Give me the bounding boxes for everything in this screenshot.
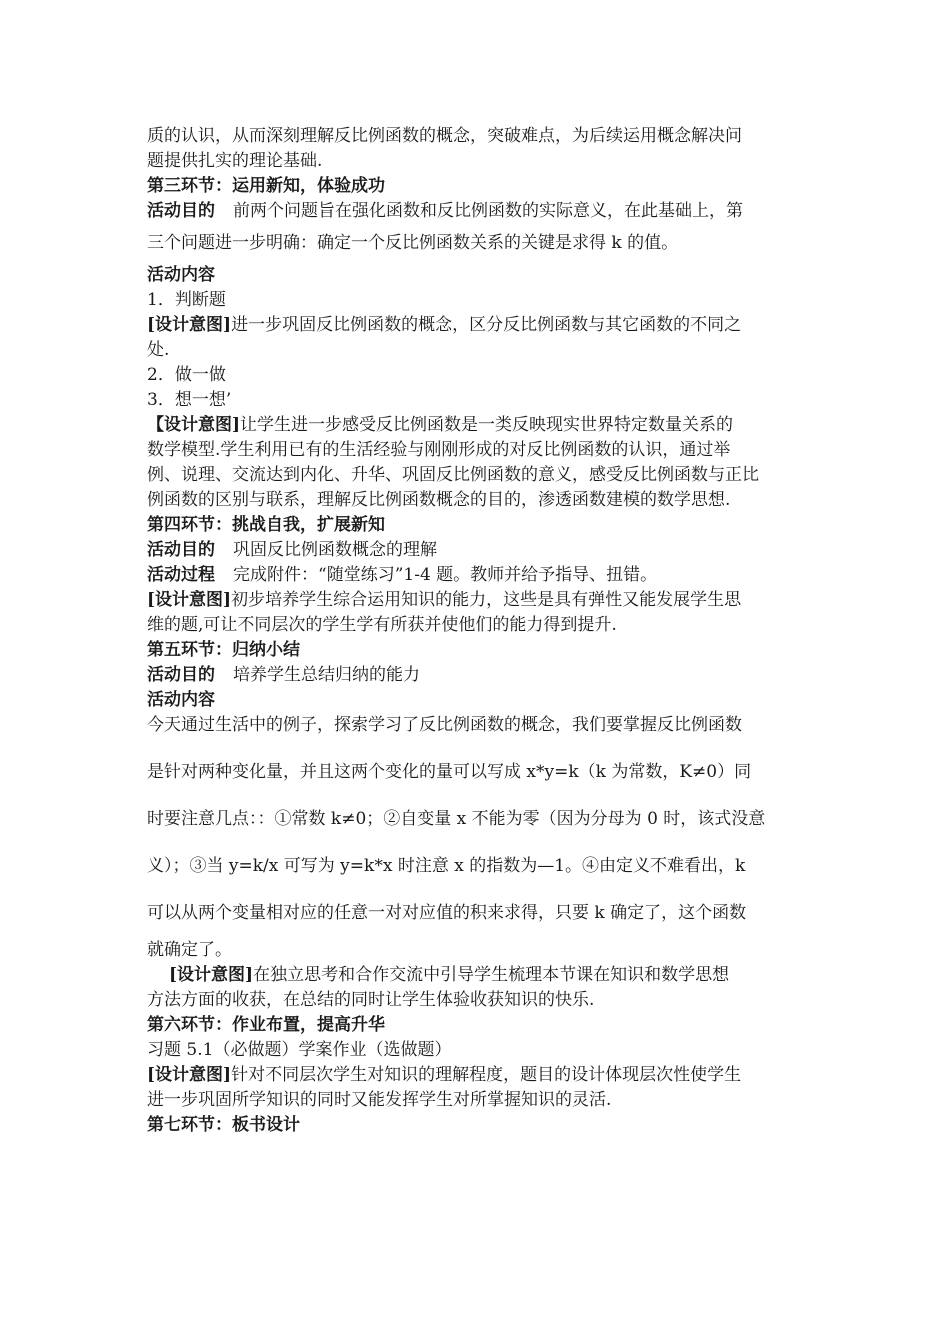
- text: 培养学生总结归纳的能力: [233, 665, 420, 685]
- text: 进一步巩固反比例函数的概念，区分反比例函数与其它函数的不同之: [231, 315, 742, 335]
- text-line: 维的题,可让不同层次的学生学有所获并使他们的能力得到提升.: [147, 615, 617, 635]
- text-line: 数学模型.学生利用已有的生活经验与刚刚形成的对反比例函数的认识，通过举: [147, 440, 731, 460]
- text: 前两个问题旨在强化函数和反比例函数的实际意义，在此基础上，第: [233, 201, 743, 221]
- text-line: 例函数的区别与联系，理解反比例函数概念的目的，渗透函数建模的数学思想.: [147, 490, 731, 510]
- document-page: [147, 124, 809, 1138]
- section-heading-7: 第七环节：板书设计: [147, 1115, 300, 1135]
- list-item: 3．想一想’: [147, 390, 232, 410]
- design-intent-1: [147, 313, 809, 338]
- list-item: 1．判断题: [147, 290, 226, 310]
- section-heading-5: 第五环节：归纳小结: [147, 640, 300, 660]
- text-line: 进一步巩固所学知识的同时又能发挥学生对所掌握知识的灵活.: [147, 1090, 612, 1110]
- text-line: 题提供扎实的理论基础.: [147, 151, 323, 171]
- activity-content-label-5: 活动内容: [147, 690, 215, 710]
- text: 针对不同层次学生对知识的理解程度，题目的设计体现层次性使学生: [231, 1065, 742, 1085]
- summary-line: 可以从两个变量相对应的任意一对对应值的积来求得，只要 k 确定了，这个函数: [147, 903, 747, 923]
- text-line: 处.: [147, 340, 170, 360]
- summary-line: 时要注意几点：：①常数 k≠0；②自变量 x 不能为零（因为分母为 0 时，该式没意: [147, 809, 766, 829]
- design-tag: [设计意图]: [147, 315, 232, 335]
- summary-line: 义）；③当 y=k/x 可写为 y=k*x 时注意 x 的指数为—1。④由定义不难看出，k: [147, 856, 746, 876]
- design-intent-3: [147, 588, 809, 613]
- text: 巩固反比例函数概念的理解: [233, 540, 437, 560]
- activity-process-4: [147, 563, 809, 588]
- summary-line: 是针对两种变化量，并且这两个变化的量可以写成 x*y=k（k 为常数，K≠0）同: [147, 762, 752, 782]
- design-tag: 【设计意图]: [147, 415, 241, 435]
- activity-goal-4: [147, 538, 809, 563]
- text-line: 例、说理、交流达到内化、升华、巩固反比例函数的意义，感受反比例函数与正比: [147, 465, 759, 485]
- design-tag: [设计意图]: [169, 965, 254, 985]
- section-heading-6: 第六环节：作业布置，提高升华: [147, 1015, 385, 1035]
- label: 活动目的: [147, 665, 215, 685]
- design-intent-4: [147, 963, 809, 988]
- activity-goal-3: [147, 199, 809, 224]
- text: 初步培养学生综合运用知识的能力，这些是具有弹性又能发展学生思: [231, 590, 742, 610]
- design-tag: [设计意图]: [147, 590, 232, 610]
- design-tag: [设计意图]: [147, 1065, 232, 1085]
- design-intent-2: [147, 413, 809, 438]
- label: 活动过程: [147, 565, 215, 585]
- list-item: 2．做一做: [147, 365, 226, 385]
- label: 活动目的: [147, 540, 215, 560]
- design-intent-5: [147, 1063, 809, 1088]
- summary-line: 今天通过生活中的例子，探索学习了反比例函数的概念，我们要掌握反比例函数: [147, 715, 742, 735]
- text: 完成附件：“随堂练习”1-4 题。教师并给予指导、扭错。: [233, 565, 658, 585]
- activity-content-label-3: 活动内容: [147, 265, 215, 285]
- text-line: 质的认识，从而深刻理解反比例函数的概念，突破难点，为后续运用概念解决问: [147, 126, 742, 146]
- text: 在独立思考和合作交流中引导学生梳理本节课在知识和数学思想: [253, 965, 730, 985]
- text-line: 方法方面的收获，在总结的同时让学生体验收获知识的快乐.: [147, 990, 595, 1010]
- summary-line: 就确定了。: [147, 940, 232, 960]
- label: 活动目的: [147, 201, 215, 221]
- text: 让学生进一步感受反比例函数是一类反映现实世界特定数量关系的: [240, 415, 734, 435]
- activity-goal-5: [147, 663, 809, 688]
- homework-line: 习题 5.1（必做题）学案作业（选做题）: [147, 1040, 452, 1060]
- text-line: 三个问题进一步明确：确定一个反比例函数关系的关键是求得 k 的值。: [147, 233, 679, 253]
- section-heading-3: 第三环节：运用新知，体验成功: [147, 176, 385, 196]
- section-heading-4: 第四环节：挑战自我，扩展新知: [147, 515, 385, 535]
